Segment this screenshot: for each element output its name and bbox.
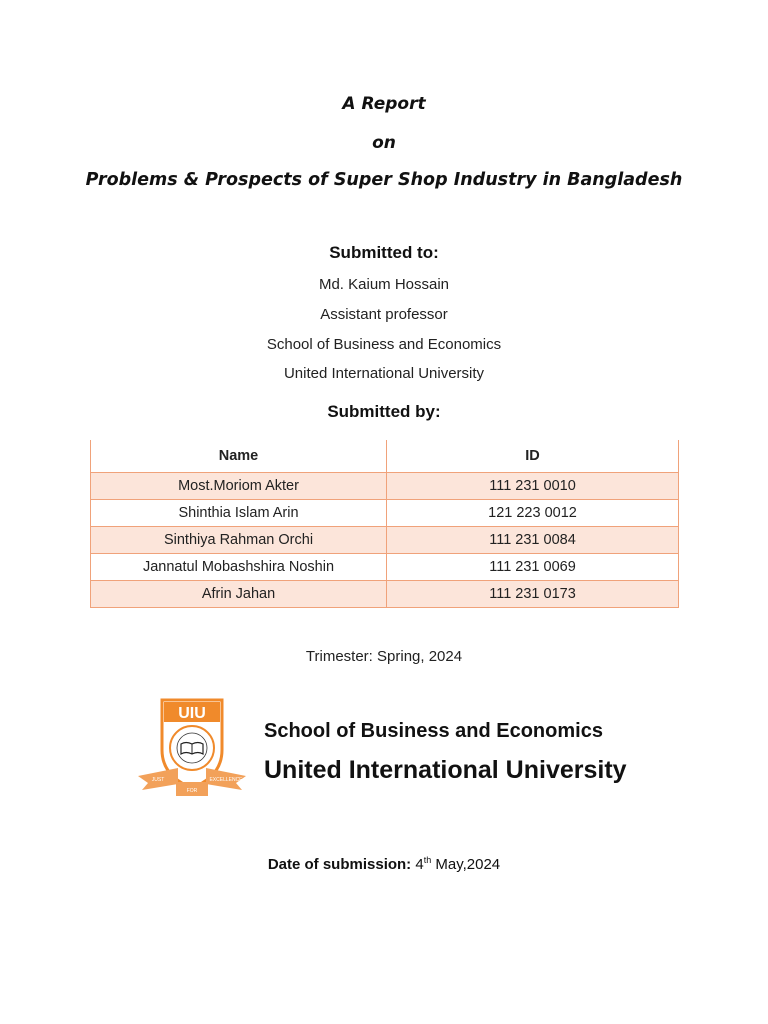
report-on-label: on <box>372 133 396 153</box>
logo-ribbon-right: EXCELLENCE <box>209 777 243 783</box>
member-id: 111 231 0010 <box>387 473 679 500</box>
member-id: 111 231 0084 <box>387 527 679 554</box>
member-id: 111 231 0069 <box>387 554 679 581</box>
members-table <box>90 440 679 608</box>
submission-date <box>0 855 768 873</box>
table-row <box>91 500 679 527</box>
institution-university: United International University <box>264 756 627 784</box>
member-name: Jannatul Mobashshira Noshin <box>91 554 387 581</box>
column-header-name: Name <box>91 440 387 473</box>
submission-date-label: Date of submission: <box>267 856 412 873</box>
table-row <box>91 527 679 554</box>
submission-month-year: May,2024 <box>431 856 501 873</box>
supervisor-school: School of Business and Economics <box>266 336 502 353</box>
submission-day: 4 <box>415 856 424 873</box>
logo-ribbon-left: JUST <box>151 777 165 783</box>
institution-school: School of Business and Economics <box>264 720 603 742</box>
table-row <box>91 554 679 581</box>
supervisor-designation: Assistant professor <box>320 306 448 323</box>
supervisor-university: United International University <box>283 365 485 382</box>
column-header-id: ID <box>387 440 679 473</box>
member-name: Most.Moriom Akter <box>91 473 387 500</box>
logo-ribbon-bottom: FOR <box>186 788 198 794</box>
trimester-text: Trimester: Spring, 2024 <box>305 648 463 665</box>
supervisor-name: Md. Kaium Hossain <box>318 276 450 293</box>
submission-day-suffix: th <box>423 855 432 865</box>
member-id: 111 231 0173 <box>387 581 679 608</box>
member-name: Afrin Jahan <box>91 581 387 608</box>
uiu-crest-icon <box>128 684 256 814</box>
report-label: A Report <box>342 94 426 114</box>
member-name: Shinthia Islam Arin <box>91 500 387 527</box>
uiu-logo <box>128 684 256 814</box>
member-name: Sinthiya Rahman Orchi <box>91 527 387 554</box>
submitted-by-heading: Submitted by: <box>327 402 441 421</box>
submitted-to-heading: Submitted to: <box>329 243 439 262</box>
table-row <box>91 473 679 500</box>
table-row <box>91 581 679 608</box>
member-id: 121 223 0012 <box>387 500 679 527</box>
report-title: Problems & Prospects of Super Shop Industry in Bangladesh <box>85 170 683 190</box>
logo-badge-text: UIU <box>178 705 206 722</box>
table-header-row <box>91 440 679 473</box>
